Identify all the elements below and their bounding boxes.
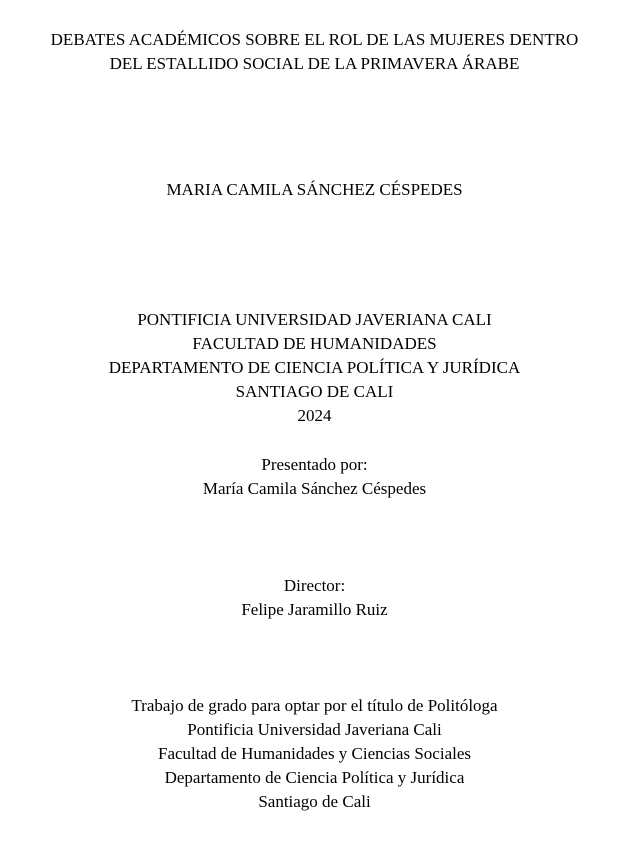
degree-university: Pontificia Universidad Javeriana Cali	[187, 720, 442, 739]
year: 2024	[297, 406, 332, 425]
degree-faculty: Facultad de Humanidades y Ciencias Sociales	[158, 744, 471, 763]
presented-by-label: Presentado por:	[261, 455, 368, 474]
department-name: DEPARTAMENTO DE CIENCIA POLÍTICA Y JURÍDICA	[108, 358, 521, 377]
degree-title-line: Trabajo de grado para optar por el título de Politóloga	[131, 696, 498, 715]
author-name: MARIA CAMILA SÁNCHEZ CÉSPEDES	[166, 180, 463, 199]
director-label: Director:	[283, 576, 346, 595]
presenter-name: María Camila Sánchez Céspedes	[202, 479, 427, 498]
director-name: Felipe Jaramillo Ruiz	[241, 600, 388, 619]
degree-city: Santiago de Cali	[258, 792, 371, 811]
university-name: PONTIFICIA UNIVERSIDAD JAVERIANA CALI	[137, 310, 492, 329]
faculty-name: FACULTAD DE HUMANIDADES	[192, 334, 437, 353]
title-line-2: DEL ESTALLIDO SOCIAL DE LA PRIMAVERA ÁRABE	[109, 54, 520, 73]
city-name: SANTIAGO DE CALI	[235, 382, 394, 401]
degree-department: Departamento de Ciencia Política y Jurídica	[164, 768, 465, 787]
title-line-1: DEBATES ACADÉMICOS SOBRE EL ROL DE LAS MUJERES DENTRO	[50, 30, 579, 49]
